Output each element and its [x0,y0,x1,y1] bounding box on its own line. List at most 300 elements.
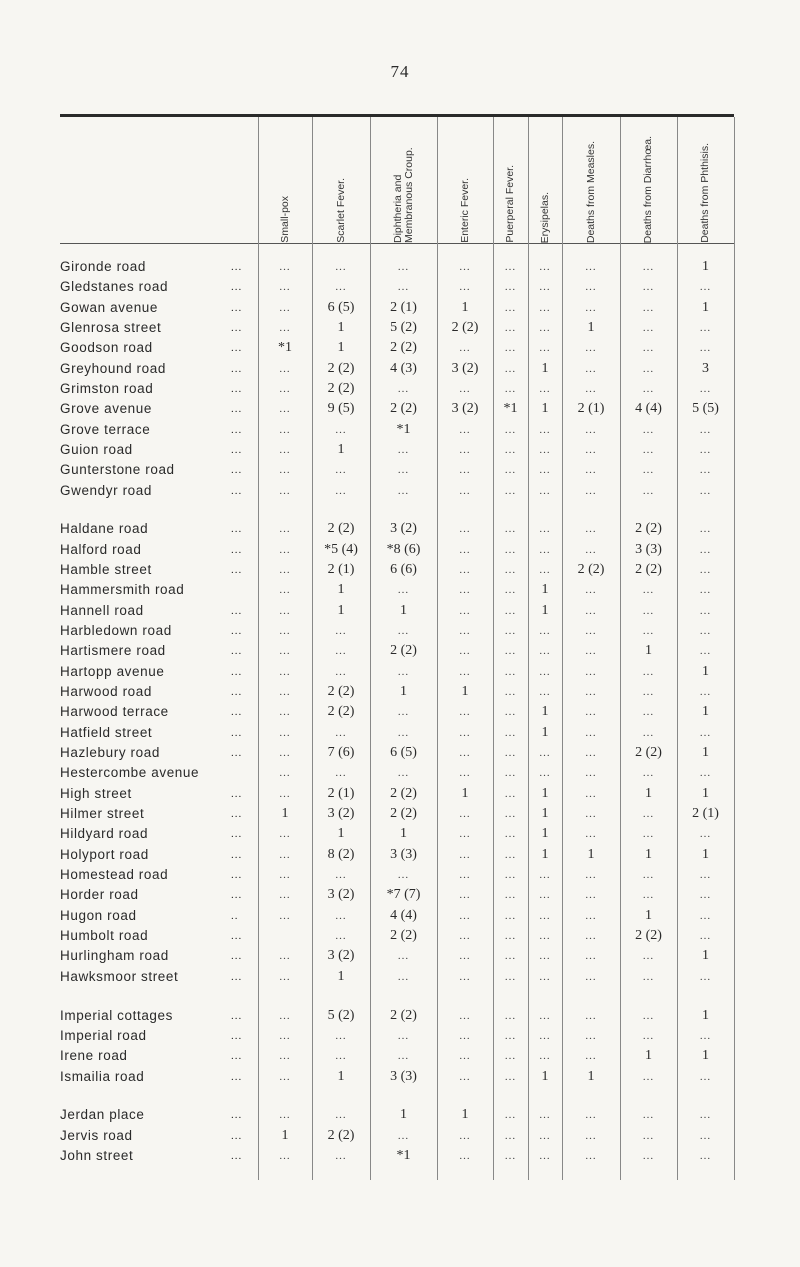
table-cell: ... [642,261,655,273]
table-cell: 2 (1) [390,300,417,315]
table-cell: ... [279,950,291,962]
table-cell: ... [699,828,712,840]
table-cell: ... [539,1109,551,1121]
table-cell: ... [459,706,471,718]
table-cell: ... [699,424,712,436]
street-name: Gledstanes road [60,279,169,294]
table-cell: ... [699,523,712,535]
table-cell: ... [642,625,655,637]
table-cell: ... [642,584,655,596]
table-cell: 1 [645,847,652,862]
table-cell: 1 [541,704,549,719]
table-cell: ... [699,727,712,739]
table-cell: ... [335,281,347,293]
column-header-label: Scarlet Fever. [334,178,347,243]
table-cell: ... [279,869,291,881]
table-cell: ... [279,322,291,334]
table-row [0,682,800,702]
leader-dots: ... [231,605,243,617]
table-cell: ... [279,544,291,556]
leader-dots: ... [231,686,243,698]
column-header [258,117,312,243]
street-name: Hammersmith road [60,582,185,597]
table-cell: 1 [645,786,652,801]
table-cell: ... [335,869,347,881]
table-cell: ... [279,706,291,718]
table-cell: ... [459,1030,471,1042]
street-name: Hurlingham road [60,948,169,963]
table-cell: ... [397,584,410,596]
table-cell: ... [504,869,517,881]
table-cell: ... [459,1150,471,1162]
table-cell: ... [504,424,517,436]
table-cell: ... [397,625,410,637]
table-cell: ... [642,828,655,840]
table-cell: ... [539,261,551,273]
table-cell: 4 (4) [390,908,417,923]
street-name: Horder road [60,887,139,902]
table-cell: 2 (2) [390,928,417,943]
table-cell: ... [279,605,291,617]
table-cell: *8 (6) [386,542,421,557]
column-header-label: Enteric Fever. [458,178,471,243]
table-cell: ... [585,1050,597,1062]
table-cell: 1 [337,826,345,841]
table-cell: 1 [541,826,549,841]
table-cell: ... [642,605,655,617]
column-header [620,117,677,243]
leader-dots: ... [231,747,243,759]
table-cell: 1 [702,847,709,862]
table-cell: ... [504,1050,517,1062]
street-name: John street [60,1148,134,1163]
table-cell: 1 [587,320,595,335]
column-header-label: Deaths from Measles. [584,140,597,243]
street-name: Jervis road [60,1128,133,1143]
table-cell: 2 (2) [635,562,662,577]
table-cell: ... [642,281,655,293]
table-row [0,338,800,358]
table-cell: 1 [541,603,549,618]
table-cell: ... [585,889,597,901]
table-cell: ... [504,788,517,800]
street-name: Holyport road [60,847,149,862]
table-cell: ... [335,261,347,273]
table-cell: ... [459,1130,471,1142]
table-cell: ... [397,767,410,779]
table-cell: ... [585,523,597,535]
table-row [0,580,800,600]
street-name: Goodson road [60,340,153,355]
table-cell: ... [335,1030,347,1042]
table-cell: 1 [645,643,652,658]
table-cell: ... [279,686,291,698]
table-cell: ... [642,363,655,375]
leader-dots: ... [231,828,243,840]
table-row [0,926,800,946]
table-cell: 4 (4) [635,401,662,416]
table-cell: 1 [541,725,549,740]
table-cell: 1 [587,1069,595,1084]
table-row [0,481,800,501]
table-cell: 5 (5) [692,401,719,416]
table-cell: ... [279,971,291,983]
table-cell: 1 [541,401,549,416]
table-cell: 1 [541,786,549,801]
table-cell: ... [585,910,597,922]
table-cell: ... [539,747,551,759]
table-row [0,277,800,297]
table-cell: ... [585,342,597,354]
table-cell: ... [585,625,597,637]
table-cell: ... [539,1050,551,1062]
table-cell: 1 [541,847,549,862]
table-cell: ... [459,544,471,556]
leader-dots: ... [231,950,243,962]
street-name: Halford road [60,542,142,557]
table-cell: ... [459,869,471,881]
table-cell: ... [642,1150,655,1162]
street-name: High street [60,786,132,801]
page-number: 74 [390,62,410,81]
leader-dots: ... [231,342,243,354]
table-cell: ... [699,889,712,901]
table-cell: 3 (2) [327,887,355,902]
table-cell: ... [504,363,517,375]
table-cell: ... [459,666,471,678]
street-name: Gwendyr road [60,483,152,498]
table-cell: ... [504,1150,517,1162]
table-cell: ... [279,383,291,395]
table-cell: ... [699,383,712,395]
table-cell: ... [504,808,517,820]
table-cell: ... [279,727,291,739]
table-cell: ... [504,523,517,535]
table-cell: ... [397,971,410,983]
table-cell: 1 [702,1048,709,1063]
column-header-label: Deaths from Diarrhœa. [642,135,654,243]
table-cell: ... [504,747,517,759]
table-cell: ... [539,1130,551,1142]
table-row [0,257,800,277]
table-cell: 2 (2) [327,521,355,536]
table-cell: ... [279,828,291,840]
table-cell: ... [699,1150,712,1162]
table-row [0,399,800,419]
table-cell: ... [539,950,551,962]
table-cell: ... [539,910,551,922]
table-cell: 1 [702,300,709,315]
table-cell: ... [539,464,551,476]
street-name: Harbledown road [60,623,172,638]
table-cell: ... [539,302,551,314]
table-cell: 1 [337,582,345,597]
column-header [370,117,437,243]
table-cell: ... [539,645,551,657]
table-row [0,723,800,743]
leader-dots: ... [231,849,243,861]
leader-dots: ... [231,1050,243,1062]
table-cell: ... [335,910,347,922]
street-name: Hestercombe avenue [60,765,200,780]
table-row [0,946,800,966]
table-cell: ... [279,302,291,314]
table-cell: ... [585,605,597,617]
table-cell: ... [459,485,471,497]
table-cell: ... [335,767,347,779]
table-cell: ... [585,706,597,718]
table-cell: ... [397,666,410,678]
table-cell: 5 (2) [327,1008,355,1023]
table-cell: ... [397,727,410,739]
street-name: Gironde road [60,259,146,274]
table-cell: ... [459,281,471,293]
street-name: Hawksmoor street [60,969,179,984]
table-cell: 2 (1) [327,786,355,801]
leader-dots: ... [231,261,243,273]
table-cell: ... [504,444,517,456]
leader-dots: ... [231,706,243,718]
table-cell: ... [699,930,712,942]
street-name: Hartopp avenue [60,664,165,679]
table-cell: ... [539,544,551,556]
table-cell: ... [642,464,655,476]
table-cell: ... [279,281,291,293]
table-cell: ... [504,686,517,698]
street-name: Harwood road [60,684,152,699]
table-cell: 1 [461,1107,469,1122]
table-cell: 4 (3) [390,361,417,376]
table-row [0,1105,800,1125]
table-cell: ... [397,706,410,718]
table-cell: ... [279,523,291,535]
table-cell: ... [279,788,291,800]
table-row [0,359,800,379]
leader-dots: ... [231,1030,243,1042]
table-cell: ... [642,889,655,901]
table-cell: 2 (1) [327,562,355,577]
table-row [0,1067,800,1087]
leader-dots: ... [231,403,243,415]
leader-dots: ... [231,666,243,678]
table-cell: ... [585,1109,597,1121]
table-cell: 1 [587,847,595,862]
table-cell: ... [459,950,471,962]
street-name: Hazlebury road [60,745,160,760]
table-cell: ... [585,666,597,678]
table-cell: ... [459,464,471,476]
table-cell: ... [699,1130,712,1142]
table-cell: ... [585,767,597,779]
table-cell: 1 [337,969,345,984]
table-cell: 2 (2) [390,806,417,821]
table-cell: ... [699,464,712,476]
table-cell: 9 (5) [327,401,355,416]
table-cell: ... [539,424,551,436]
table-cell: ... [585,808,597,820]
street-name: Grimston road [60,381,154,396]
leader-dots: ... [231,1150,243,1162]
table-cell: ... [642,322,655,334]
street-name: Greyhound road [60,361,166,376]
table-cell: 2 (2) [390,643,417,658]
table-cell: ... [504,625,517,637]
table-cell: ... [459,383,471,395]
table-cell: 1 [645,1048,652,1063]
table-cell: 1 [541,361,549,376]
table-cell: ... [539,625,551,637]
table-cell: ... [539,666,551,678]
street-name: Jerdan place [60,1107,145,1122]
table-cell: ... [539,383,551,395]
leader-dots: ... [231,444,243,456]
street-name: Gunterstone road [60,462,175,477]
table-cell: *1 [396,422,411,437]
leader-dots: ... [231,485,243,497]
table-cell: ... [335,464,347,476]
table-cell: ... [585,1010,597,1022]
table-cell: 1 [281,806,289,821]
table-cell: ... [504,464,517,476]
table-cell: ... [279,1030,291,1042]
leader-dots: ... [231,1109,243,1121]
table-row [0,804,800,824]
table-cell: ... [279,1109,291,1121]
street-name: Hilmer street [60,806,145,821]
table-cell: ... [585,363,597,375]
table-cell: ... [539,485,551,497]
table-row [0,318,800,338]
table-cell: ... [504,1130,517,1142]
table-row [0,784,800,804]
table-cell: 1 [541,582,549,597]
table-cell: ... [279,261,291,273]
table-cell: ... [699,564,712,576]
table-cell: ... [279,363,291,375]
table-cell: ... [279,444,291,456]
header-bottom-rule [60,243,734,244]
table-cell: 1 [337,603,345,618]
table-cell: ... [504,706,517,718]
table-cell: ... [279,424,291,436]
street-name: Imperial cottages [60,1008,173,1023]
table-cell: ... [585,444,597,456]
table-row [0,420,800,440]
table-cell: 2 (2) [327,684,355,699]
table-cell: 1 [337,1069,345,1084]
column-header-label: Puerperal Fever. [504,165,516,243]
table-cell: ... [539,1150,551,1162]
table-cell: ... [642,1030,655,1042]
table-cell: ... [397,950,410,962]
table-cell: *5 (4) [324,542,358,557]
table-cell: 2 (2) [390,1008,417,1023]
leader-dots: ... [231,1130,243,1142]
table-cell: ... [539,1030,551,1042]
table-cell: ... [699,485,712,497]
table-cell: ... [504,281,517,293]
table-cell: ... [459,930,471,942]
street-name: Gowan avenue [60,300,159,315]
table-cell: ... [459,971,471,983]
table-cell: ... [459,849,471,861]
table-cell: 3 (2) [327,806,355,821]
table-cell: ... [279,625,291,637]
table-cell: ... [504,666,517,678]
table-row [0,662,800,682]
table-cell: ... [699,645,712,657]
table-cell: ... [504,645,517,657]
table-cell: ... [397,383,410,395]
table-cell: ... [397,444,410,456]
column-header-label: Deaths from Phthisis. [699,143,711,243]
table-cell: ... [504,1071,517,1083]
street-name: Ismailia road [60,1069,145,1084]
table-cell: ... [459,342,471,354]
table-cell: ... [585,261,597,273]
table-cell: ... [459,584,471,596]
table-cell: 2 (2) [390,401,417,416]
table-cell: 1 [400,1107,407,1122]
table-cell: ... [397,464,410,476]
table-cell: 2 (2) [390,786,417,801]
table-cell: ... [504,849,517,861]
table-cell: ... [539,342,551,354]
table-cell: ... [585,302,597,314]
column-header [437,117,493,243]
table-cell: ... [335,645,347,657]
table-cell: ... [539,767,551,779]
table-cell: ... [504,383,517,395]
street-name: Hartismere road [60,643,166,658]
leader-dots: ... [231,424,243,436]
table-cell: ... [642,686,655,698]
table-cell: ... [699,686,712,698]
table-cell: ... [279,889,291,901]
table-cell: ... [699,322,712,334]
table-cell: ... [459,625,471,637]
table-cell: ... [504,584,517,596]
table-cell: ... [585,788,597,800]
table-cell: 1 [702,704,709,719]
table-cell: ... [504,727,517,739]
table-cell: ... [504,605,517,617]
table-cell: 2 (2) [327,381,355,396]
table-row [0,1126,800,1146]
table-cell: ... [642,485,655,497]
table-cell: ... [504,889,517,901]
table-cell: ... [335,666,347,678]
table-row [0,1146,800,1166]
table-cell: ... [459,808,471,820]
table-cell: ... [585,645,597,657]
table-cell: ... [585,1030,597,1042]
table-cell: ... [642,424,655,436]
leader-dots: ... [231,281,243,293]
table-cell: 1 [337,340,345,355]
table-cell: ... [279,849,291,861]
table-cell: ... [459,1071,471,1083]
leader-dots: ... [231,869,243,881]
table-cell: ... [585,727,597,739]
table-cell: ... [397,261,410,273]
table-cell: 5 (2) [390,320,417,335]
table-cell: ... [279,1050,291,1062]
street-name: Grove terrace [60,422,151,437]
table-cell: ... [279,403,291,415]
table-cell: ... [335,625,347,637]
table-cell: ... [699,869,712,881]
